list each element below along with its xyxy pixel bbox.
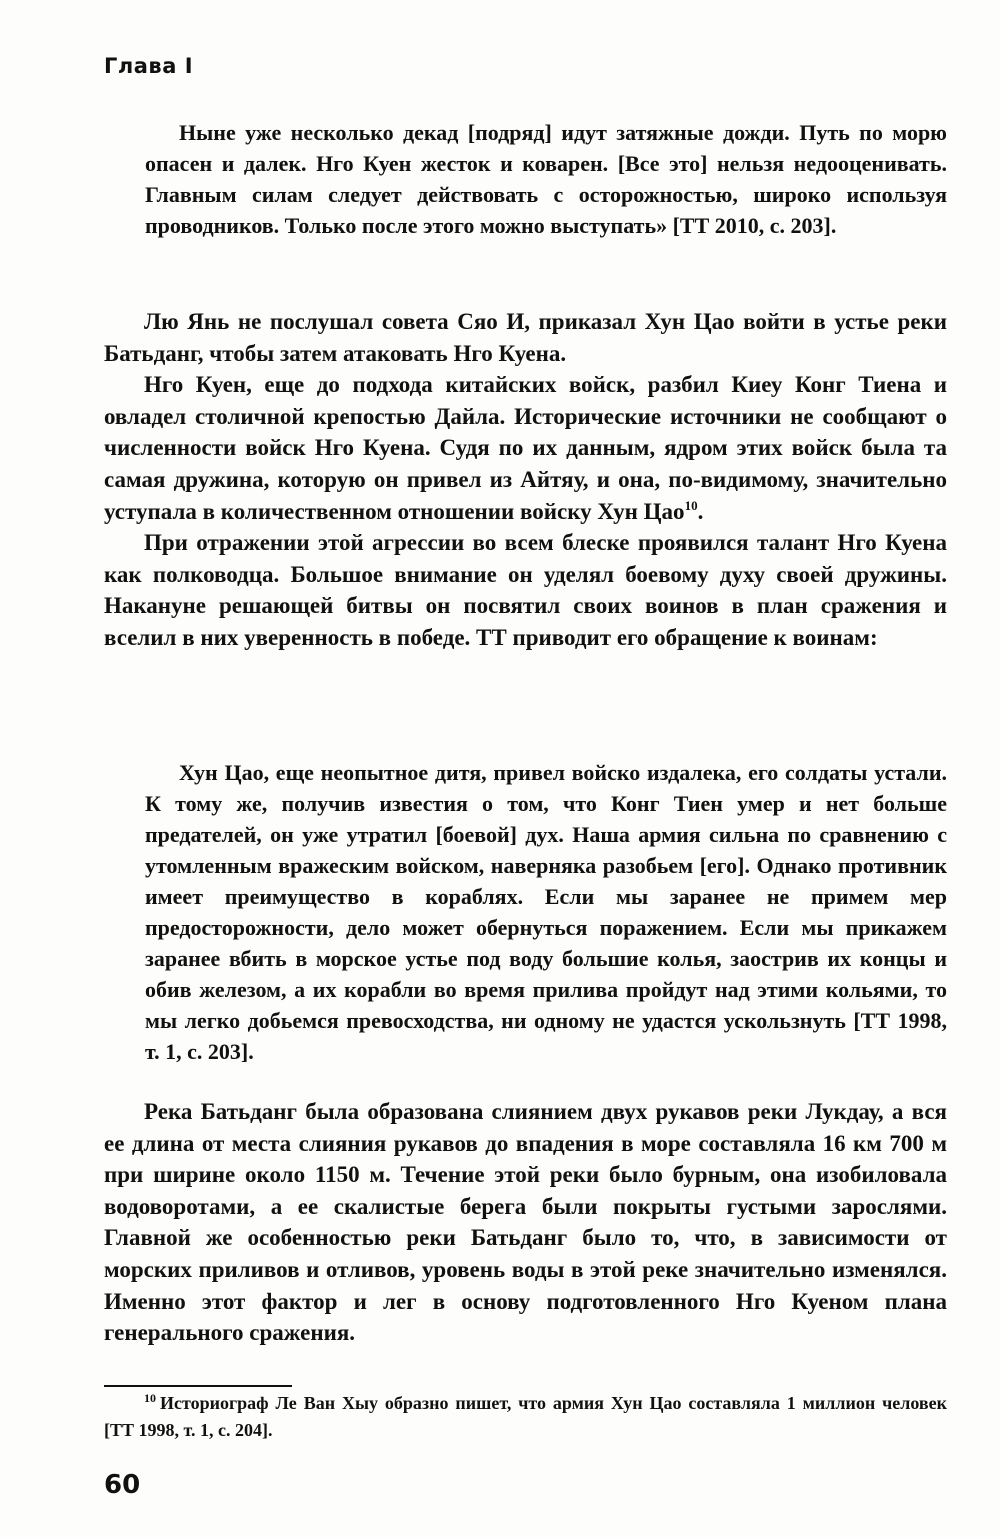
paragraph-1: Лю Янь не послушал совета Сяо И, приказал Хун Цао войти в устье реки Батьданг, чтобы затем атаковать Нго Куена. bbox=[104, 309, 947, 366]
paragraph-2 bbox=[104, 369, 947, 527]
footnote bbox=[104, 1390, 947, 1444]
footnote-rule bbox=[104, 1385, 292, 1387]
block-quote-1 bbox=[145, 117, 947, 241]
body-text bbox=[104, 306, 947, 654]
footnote-mark: 10 bbox=[144, 1391, 156, 1405]
paragraph-2-end: . bbox=[697, 498, 704, 524]
quote-paragraph: Ныне уже несколько декад [подряд] идут затяжные дожди. Путь по морю опасен и далек. Нго Куен жесток и коварен. [Все это] нельзя недооценивать. Главным силам следует действовать с осторожностью, широко используя проводников. Только после этого можно выступать» [ТТ 2010, с. 203]. bbox=[145, 120, 947, 238]
running-head: Глава I bbox=[104, 54, 194, 78]
quote-paragraph: Хун Цао, еще неопытное дитя, привел войско издалека, его солдаты устали. К тому же, получив известия о том, что Конг Тиен умер и нет больше предателей, он уже утратил [боевой] дух. Наша армия сильна по сравнению с утомленным вражеским войском, наверняка разобьем [его]. Однако противник имеет преимущество в кораблях. Если мы заранее не примем мер предосторожности, дело может обернуться поражением. Если мы прикажем заранее вбить в морское устье под воду большие колья, заострив их концы и обив железом, а их корабли во время прилива пройдут над этими кольями, то мы легко добьемся превосходства, ни одному не удастся ускользнуть [ТТ 1998, т. 1, с. 203]. bbox=[145, 760, 947, 1064]
paragraph-2-text: Нго Куен, еще до подхода китайских войск, разбил Киеу Конг Тиена и овладел столичной крепостью Дайла. Исторические источники не сообщают о численности войск Нго Куена. Судя по их данным, ядром этих войск была та самая дружина, которую он привел из Айтяу, и она, по-видимому, значительно уступала в количественном отношении войску Хун Цао bbox=[104, 372, 947, 524]
footnote-ref: 10 bbox=[684, 497, 698, 513]
page-number: 60 bbox=[104, 1470, 141, 1500]
block-quote-2 bbox=[145, 757, 947, 1067]
footnote-text: Историограф Ле Ван Хыу образно пишет, что армия Хун Цао составляла 1 миллион человек [ТТ 1998, т. 1, с. 204]. bbox=[104, 1393, 947, 1440]
body-text-2 bbox=[104, 1096, 947, 1349]
paragraph-4: Река Батьданг была образована слиянием двух рукавов реки Лукдау, а вся ее длина от места слияния рукавов до впадения в море составляла 16 км 700 м при ширине около 1150 м. Течение этой реки было бурным, она изобиловала водоворотами, а ее скалистые берега были покрыты густыми зарослями. Главной же особенностью реки Батьданг было то, что, в зависимости от морских приливов и отливов, уровень воды в этой реке значительно изменялся. Именно этот фактор и лег в основу подготовленного Нго Куеном плана генерального сражения. bbox=[104, 1099, 947, 1346]
paragraph-3: При отражении этой агрессии во всем блеске проявился талант Нго Куена как полководца. Большое внимание он уделял боевому духу своей дружины. Накануне решающей битвы он посвятил своих воинов в план сражения и вселил в них уверенность в победе. ТТ приводит его обращение к воинам: bbox=[104, 530, 947, 650]
